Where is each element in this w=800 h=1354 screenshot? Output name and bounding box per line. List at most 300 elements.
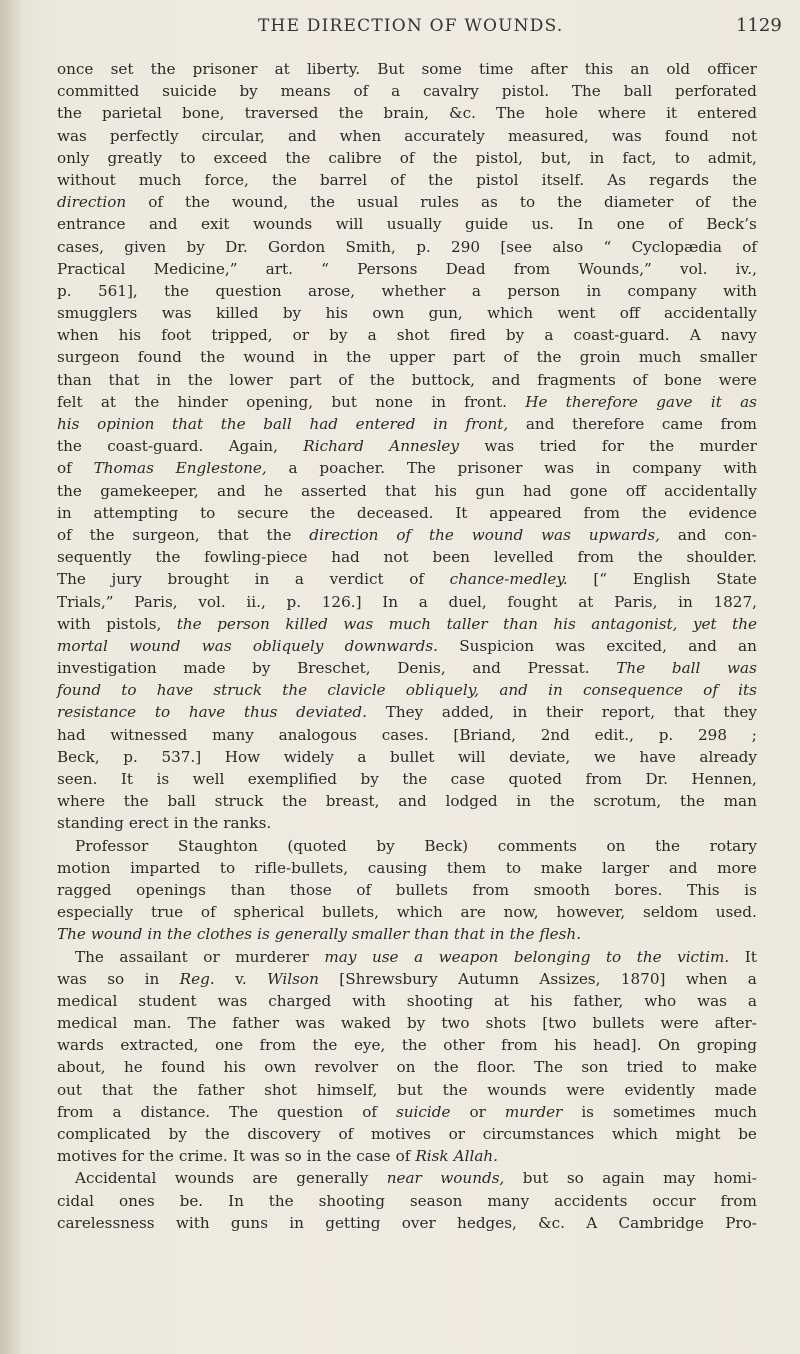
word: for [121, 1147, 144, 1166]
text-line [57, 1079, 757, 1101]
word: in [512, 703, 528, 722]
word: his [223, 1058, 246, 1077]
word: State [716, 570, 757, 589]
word: fragments [537, 370, 616, 389]
word: Wounds,” [578, 259, 652, 278]
word: or [448, 1125, 466, 1143]
word: season [409, 1191, 463, 1210]
word: shot [264, 1080, 297, 1099]
word: shoulder. [686, 548, 757, 567]
word: fired [449, 326, 486, 345]
word: weapon [438, 947, 499, 966]
word: buttock, [411, 370, 475, 389]
word: the [89, 525, 115, 544]
word: or [292, 326, 310, 345]
word: of [353, 82, 369, 101]
word: bores. [614, 880, 663, 899]
word: from [720, 415, 757, 433]
word: to [674, 148, 690, 167]
word: the [428, 170, 453, 189]
word: Risk [415, 1147, 449, 1166]
word: (quoted [287, 836, 347, 855]
word: Richard [303, 437, 364, 456]
word: On [657, 1036, 681, 1055]
word: of [399, 148, 415, 167]
word: the [282, 792, 307, 811]
word: They [385, 703, 424, 722]
word: p. [123, 747, 138, 766]
text-line [57, 901, 757, 923]
word: guide [464, 215, 509, 234]
word: [Shrewsbury [339, 969, 438, 988]
word: in [548, 681, 563, 700]
word: asserted [301, 481, 367, 500]
word: usually [386, 215, 442, 234]
word: ball [167, 792, 196, 811]
word: his [57, 415, 80, 433]
word: the [282, 681, 308, 700]
word: [see [500, 237, 533, 256]
word: the [509, 925, 535, 944]
word: of [396, 525, 412, 544]
word: Reg. [179, 969, 215, 988]
word: committed [57, 82, 140, 101]
word: might [675, 1125, 721, 1143]
word: smugglers [57, 304, 138, 323]
word: one [616, 215, 645, 234]
word: in [433, 415, 448, 433]
word: and [472, 659, 501, 678]
word: comments [497, 836, 577, 855]
word: charged [268, 991, 332, 1010]
word: smaller [351, 925, 410, 944]
word: came [661, 415, 703, 433]
word: as [480, 193, 498, 212]
word: the [433, 1058, 459, 1077]
word: The [57, 570, 86, 589]
word: an [630, 60, 650, 78]
text-line [57, 1145, 757, 1167]
word: duel, [448, 592, 487, 611]
word: the [57, 437, 82, 456]
word: circumstances [482, 1125, 595, 1143]
word: the [200, 348, 226, 367]
word: The [57, 925, 86, 944]
word: This [687, 880, 720, 899]
text-line [57, 369, 757, 391]
word: upper [389, 348, 435, 367]
word: wounds [487, 1080, 547, 1099]
word: may [663, 1169, 696, 1188]
word: analogous [278, 725, 357, 744]
word: But [377, 60, 405, 78]
word: Breschet, [297, 659, 371, 678]
text-line [57, 546, 757, 568]
text-line [57, 968, 757, 990]
word: 2nd [540, 725, 570, 744]
word: about, [57, 1058, 106, 1077]
text-line [57, 191, 757, 213]
word: shooting [318, 1191, 385, 1210]
word: Practical [57, 259, 126, 278]
word: in [595, 459, 611, 478]
word: was [57, 126, 87, 145]
word: other [443, 1036, 485, 1055]
word: head]. [593, 1036, 642, 1055]
word: “ [603, 237, 612, 256]
word: the [167, 925, 192, 944]
word: wound [243, 348, 295, 367]
text-line [57, 1056, 757, 1078]
word: a [357, 747, 367, 766]
word: once [57, 60, 94, 78]
word: floor. [476, 1058, 516, 1077]
text-line [57, 280, 757, 302]
text-line [57, 102, 757, 124]
word: case [450, 770, 486, 788]
word: extracted, [120, 1036, 199, 1055]
word: they [723, 703, 757, 722]
word: Pro- [725, 1213, 757, 1232]
word: of [338, 370, 354, 389]
word: the [338, 104, 364, 123]
word: will [457, 747, 486, 766]
word: and [148, 215, 178, 234]
word: one [215, 1036, 243, 1055]
word: his [118, 326, 142, 345]
word: the [187, 370, 213, 389]
word: none [375, 392, 413, 411]
word: Thomas [93, 459, 154, 478]
word: iv., [735, 259, 757, 278]
word: hole [545, 104, 578, 123]
word: diameter [603, 193, 674, 212]
text-line [57, 480, 757, 502]
word: Staughton [177, 836, 258, 855]
word: the [655, 836, 680, 855]
word: the [732, 614, 757, 633]
word: of [356, 880, 372, 899]
word: out [57, 1080, 83, 1099]
word: were [566, 1080, 605, 1099]
word: gave [656, 392, 693, 411]
word: crime. [178, 1147, 228, 1166]
word: complicated [57, 1125, 151, 1143]
word: own [372, 304, 405, 323]
word: force, [204, 170, 249, 189]
word: obliquely [252, 636, 324, 655]
word: an [738, 636, 757, 655]
word: which [487, 304, 534, 323]
word: therefore [572, 415, 645, 433]
word: ragged [57, 880, 112, 899]
word: from [583, 503, 620, 522]
word: the [193, 814, 219, 833]
text-line [57, 768, 757, 790]
word: openings [136, 880, 206, 899]
text-line [57, 346, 757, 368]
word: wounds, [440, 1169, 505, 1188]
word: the [732, 170, 757, 189]
word: his [554, 1036, 577, 1055]
word: his [530, 991, 553, 1010]
word: witnessed [110, 725, 188, 744]
word: quoted [508, 770, 562, 788]
word: when [339, 126, 382, 145]
word: man. [133, 1014, 172, 1033]
word: occur [652, 1191, 696, 1210]
word: given [124, 237, 167, 256]
word: question [277, 1102, 344, 1121]
word: much [714, 1102, 757, 1121]
word: by [505, 326, 525, 345]
text-line [57, 213, 757, 235]
word: groping [696, 1036, 757, 1055]
word: the [649, 437, 675, 456]
word: the [549, 792, 575, 811]
word: larger [602, 858, 650, 877]
word: causing [367, 858, 428, 877]
word: It [232, 1147, 245, 1166]
word: is [744, 880, 757, 899]
word: he [263, 481, 283, 500]
word: groin [579, 348, 621, 367]
word: How [224, 747, 261, 766]
word: the [402, 770, 428, 788]
word: ones [118, 1191, 155, 1210]
text-line [57, 679, 757, 701]
word: in [144, 969, 160, 988]
word: the [346, 348, 371, 367]
word: liberty. [306, 60, 361, 78]
word: circular, [201, 126, 265, 145]
text-line [57, 591, 757, 613]
word: Cambridge [618, 1213, 704, 1232]
word: himself, [316, 1080, 378, 1099]
word: taller [446, 614, 488, 633]
word: two [441, 1014, 470, 1033]
word: a [367, 326, 377, 345]
word: 1870] [620, 969, 666, 988]
word: and [287, 126, 317, 145]
word: suicide [395, 1102, 451, 1121]
word: in [516, 792, 532, 811]
word: make [715, 1058, 757, 1077]
word: front. [464, 392, 507, 411]
word: had [522, 481, 552, 500]
text-line [57, 302, 757, 324]
word: the [326, 1147, 352, 1166]
word: Wilson [267, 969, 319, 988]
word: [“ [593, 570, 608, 589]
word: his [553, 614, 576, 633]
word: vol. [680, 259, 708, 278]
text-line [57, 1123, 757, 1145]
word: chance-medley. [449, 570, 568, 589]
body-text [57, 58, 757, 1234]
word: pistol. [501, 82, 550, 101]
word: jury [111, 570, 142, 589]
word: only [57, 148, 90, 167]
word: that [108, 370, 140, 389]
text-line [57, 413, 757, 435]
word: by [239, 82, 258, 101]
word: murder [504, 1102, 563, 1121]
word: Medicine,” [153, 259, 238, 278]
word: In [382, 592, 398, 611]
word: the [148, 1147, 174, 1166]
word: fought [507, 592, 558, 611]
word: the [732, 193, 757, 212]
word: revolver [314, 1058, 379, 1077]
word: a [414, 947, 424, 966]
word: investigation [57, 659, 157, 678]
word: that [673, 703, 705, 722]
word: case [356, 1147, 391, 1166]
word: fact, [622, 148, 657, 167]
word: bone [664, 370, 702, 389]
text-line [57, 635, 757, 657]
text-line [57, 58, 757, 80]
text-line [57, 946, 757, 968]
word: it [666, 104, 678, 123]
word: struck [214, 792, 264, 811]
text-line [57, 701, 757, 723]
word: were [718, 370, 757, 389]
word: wound [129, 636, 181, 655]
word: on [606, 836, 626, 855]
word: that [101, 1080, 133, 1099]
word: wound [471, 525, 524, 544]
word: with [175, 1213, 210, 1232]
word: brain, [383, 104, 429, 123]
word: deceased. [356, 503, 434, 522]
word: true [151, 903, 184, 922]
word: was [57, 969, 87, 988]
word: and [677, 525, 707, 544]
word: was [343, 614, 374, 633]
word: his [434, 481, 457, 500]
binding-shadow [0, 0, 22, 1354]
text-line [57, 835, 757, 857]
word: evidently [624, 1080, 695, 1099]
word: fowling-piece [204, 548, 308, 567]
word: to [154, 703, 171, 722]
word: a [544, 326, 554, 345]
word: the [150, 60, 176, 78]
word: imparted [130, 858, 201, 877]
word: Beck, [57, 747, 100, 766]
word: by [186, 237, 205, 256]
word: Hennen, [691, 770, 757, 788]
word: much [638, 348, 682, 367]
word: pistol [476, 170, 519, 189]
word: time [478, 60, 514, 78]
word: on [396, 1058, 416, 1077]
word: regards [649, 170, 709, 189]
word: at [578, 592, 594, 611]
word: he [123, 1058, 143, 1077]
text-line [57, 1190, 757, 1212]
word: in [57, 503, 72, 522]
word: generally [296, 1169, 369, 1188]
word: its [738, 681, 757, 700]
word: Cyclopædia [631, 237, 722, 256]
word: that [172, 415, 204, 433]
word: was [295, 1014, 326, 1033]
word: found [161, 1058, 206, 1077]
word: opinion [97, 415, 155, 433]
word: to [180, 148, 196, 167]
word: &c. [449, 104, 476, 123]
word: exemplified [247, 770, 338, 788]
word: gun [475, 481, 505, 500]
text-line [57, 1034, 757, 1056]
word: ranks. [223, 814, 272, 833]
word: the [57, 481, 82, 500]
word: Again, [228, 437, 278, 456]
text-line [57, 990, 757, 1012]
text-line [57, 613, 757, 635]
word: now, [503, 903, 539, 922]
word: many [212, 725, 254, 744]
word: ball [671, 659, 701, 678]
word: Persons [357, 259, 418, 278]
word: erect [128, 814, 169, 833]
word: guns [230, 1213, 269, 1232]
word: their [546, 703, 584, 722]
word: In [228, 1191, 244, 1210]
word: much [138, 170, 182, 189]
word: gamekeeper, [100, 481, 199, 500]
word: a [391, 82, 401, 101]
word: so [566, 1169, 584, 1188]
word: lower [229, 370, 273, 389]
word: homi- [713, 1169, 757, 1188]
word: in [589, 148, 605, 167]
word: Accidental [75, 1169, 157, 1188]
word: not [731, 126, 757, 145]
word: excited, [606, 636, 667, 655]
word: from [513, 259, 551, 278]
word: but [522, 1169, 549, 1188]
word: surgeon [57, 348, 120, 367]
word: had [57, 725, 86, 744]
word: where [57, 792, 106, 811]
word: exit [201, 215, 230, 234]
word: measured, [507, 126, 589, 145]
word: tried [539, 437, 577, 456]
word: his [325, 304, 348, 323]
word: person [217, 614, 270, 633]
word: from [585, 770, 622, 788]
word: with [723, 281, 757, 300]
word: company [627, 281, 697, 300]
word: to [519, 193, 536, 212]
word: prisoner [192, 60, 258, 78]
word: make [540, 858, 583, 877]
word: already [699, 747, 757, 766]
word: than [503, 614, 538, 633]
word: from [57, 1102, 94, 1121]
word: was [161, 304, 192, 323]
word: wounds [253, 215, 313, 234]
word: greatly [107, 148, 163, 167]
word: “ [321, 259, 329, 278]
word: motives [371, 1125, 431, 1143]
word: was [217, 991, 248, 1010]
word: cases, [57, 237, 104, 256]
